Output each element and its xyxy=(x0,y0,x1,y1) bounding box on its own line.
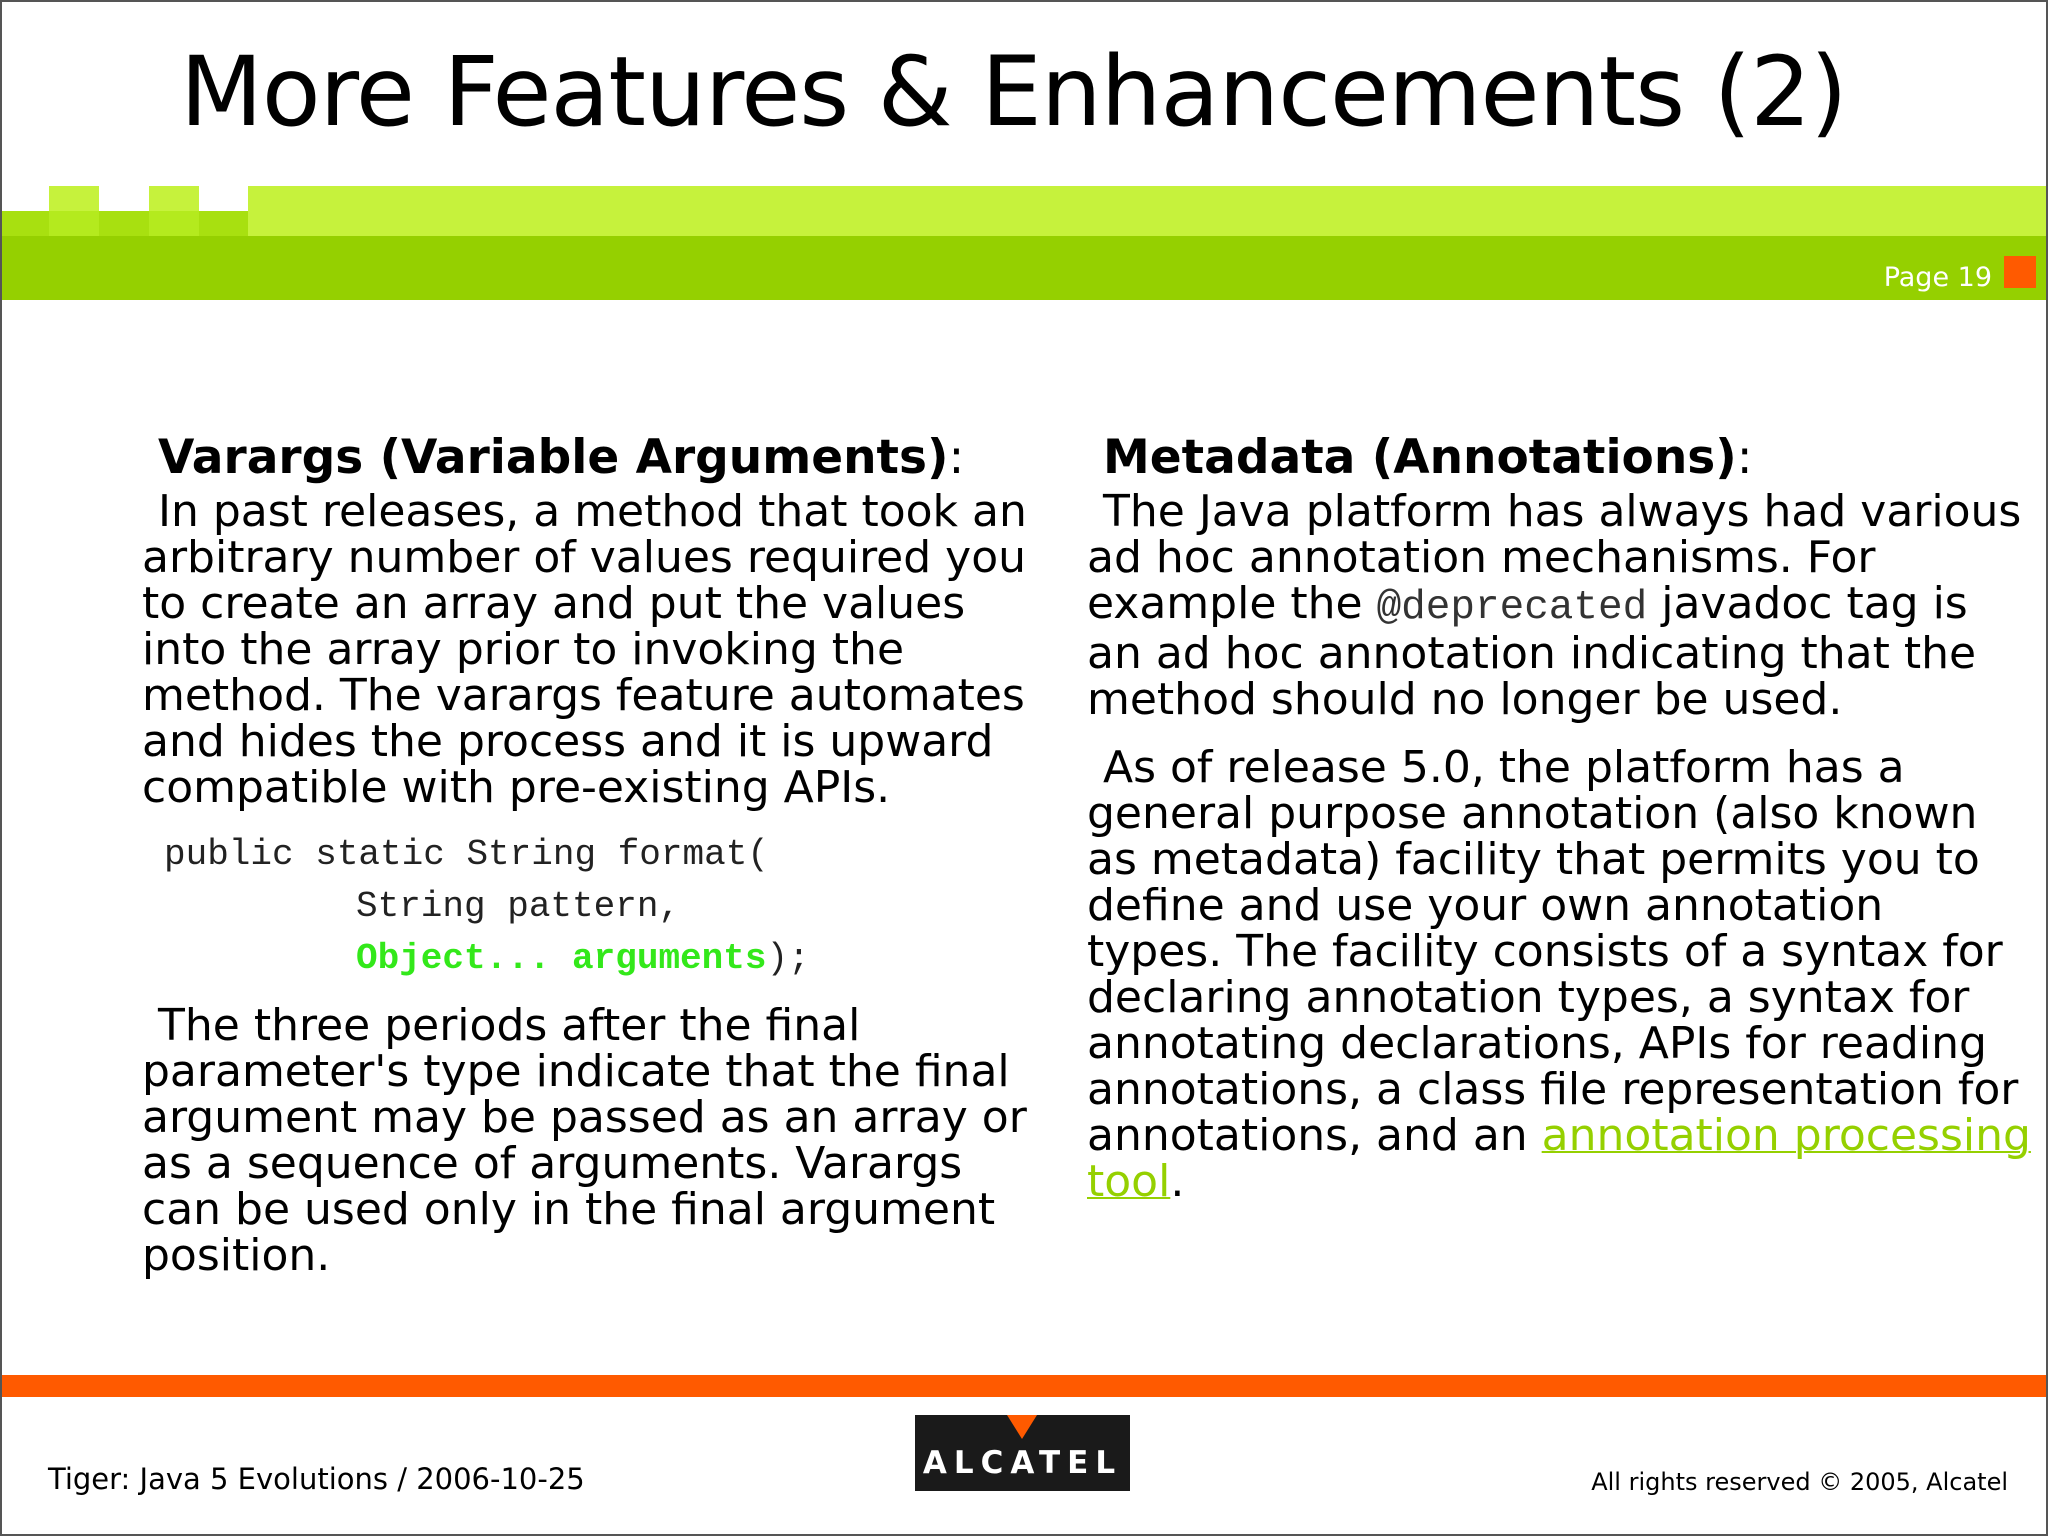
metadata-heading-text: Metadata (Annotations) xyxy=(1103,430,1737,485)
deprecated-tag-code: @deprecated xyxy=(1376,585,1648,631)
code-line xyxy=(164,933,1042,985)
metadata-details xyxy=(1087,742,2032,1207)
footer-copyright: All rights reserved © 2005, Alcatel xyxy=(1591,1468,2008,1496)
metadata-intro-text: javadoc tag is an ad hoc annotation indicating that the method should no longer be used. xyxy=(1087,578,1977,725)
header-deco-square xyxy=(49,186,99,236)
metadata-column xyxy=(1087,430,2032,1205)
varargs-intro: In past releases, a method that took an arbitrary number of values required you to create an array and put the values into the array prior to invoking the method. The varargs feature automates and hides the process and it is upward compatible with pre-existing APIs. xyxy=(142,486,1027,813)
logo-text: ALCATEL xyxy=(922,1445,1123,1481)
varargs-column xyxy=(142,430,1042,1279)
metadata-heading xyxy=(1103,430,2032,485)
code-highlight: Object... arguments xyxy=(356,938,767,979)
slide-title: More Features & Enhancements (2) xyxy=(180,36,1847,148)
metadata-intro-text: The Java platform has always had various ad hoc annotation mechanisms. For example the xyxy=(1087,486,2022,629)
logo-triangle-icon xyxy=(1007,1415,1037,1439)
heading-colon: : xyxy=(948,430,965,485)
code-line-end: ); xyxy=(766,938,810,979)
heading-colon: : xyxy=(1736,430,1753,485)
metadata-intro xyxy=(1087,486,2032,725)
metadata-details-end: . xyxy=(1170,1156,1185,1207)
varargs-heading-text: Varargs (Variable Arguments) xyxy=(158,430,949,485)
code-line: public static String format( xyxy=(164,834,769,875)
code-sample xyxy=(164,829,1042,985)
annotation-processing-tool-link[interactable]: annotation processing tool xyxy=(1087,1110,2031,1207)
header-band-dark xyxy=(0,236,2048,300)
header-deco-square xyxy=(149,186,199,236)
page-marker-icon xyxy=(2004,256,2036,288)
alcatel-logo xyxy=(915,1415,1130,1491)
code-line-text: String pattern, xyxy=(356,886,681,927)
metadata-details-text: As of release 5.0, the platform has a general purpose annotation (also known as metadata) facility that permits you to define and use your own annotation types. The facility consists of a syntax for declaring annotation types, a syntax for annotating declarations, APIs for reading annotations, a class file representation for annotations, and an xyxy=(1087,742,2019,1161)
page-number: Page 19 xyxy=(1883,262,1992,293)
footer-band xyxy=(0,1375,2048,1397)
varargs-explanation: The three periods after the final parameter's type indicate that the final argument may be passed as an array or as a sequence of arguments. Varargs can be used only in the final argument position. xyxy=(142,1000,1027,1281)
code-line xyxy=(164,881,1042,933)
footer-presentation-info: Tiger: Java 5 Evolutions / 2006-10-25 xyxy=(48,1462,585,1496)
header-band-mid xyxy=(0,211,248,236)
header-band-light xyxy=(248,186,2048,236)
varargs-heading xyxy=(158,430,1042,485)
